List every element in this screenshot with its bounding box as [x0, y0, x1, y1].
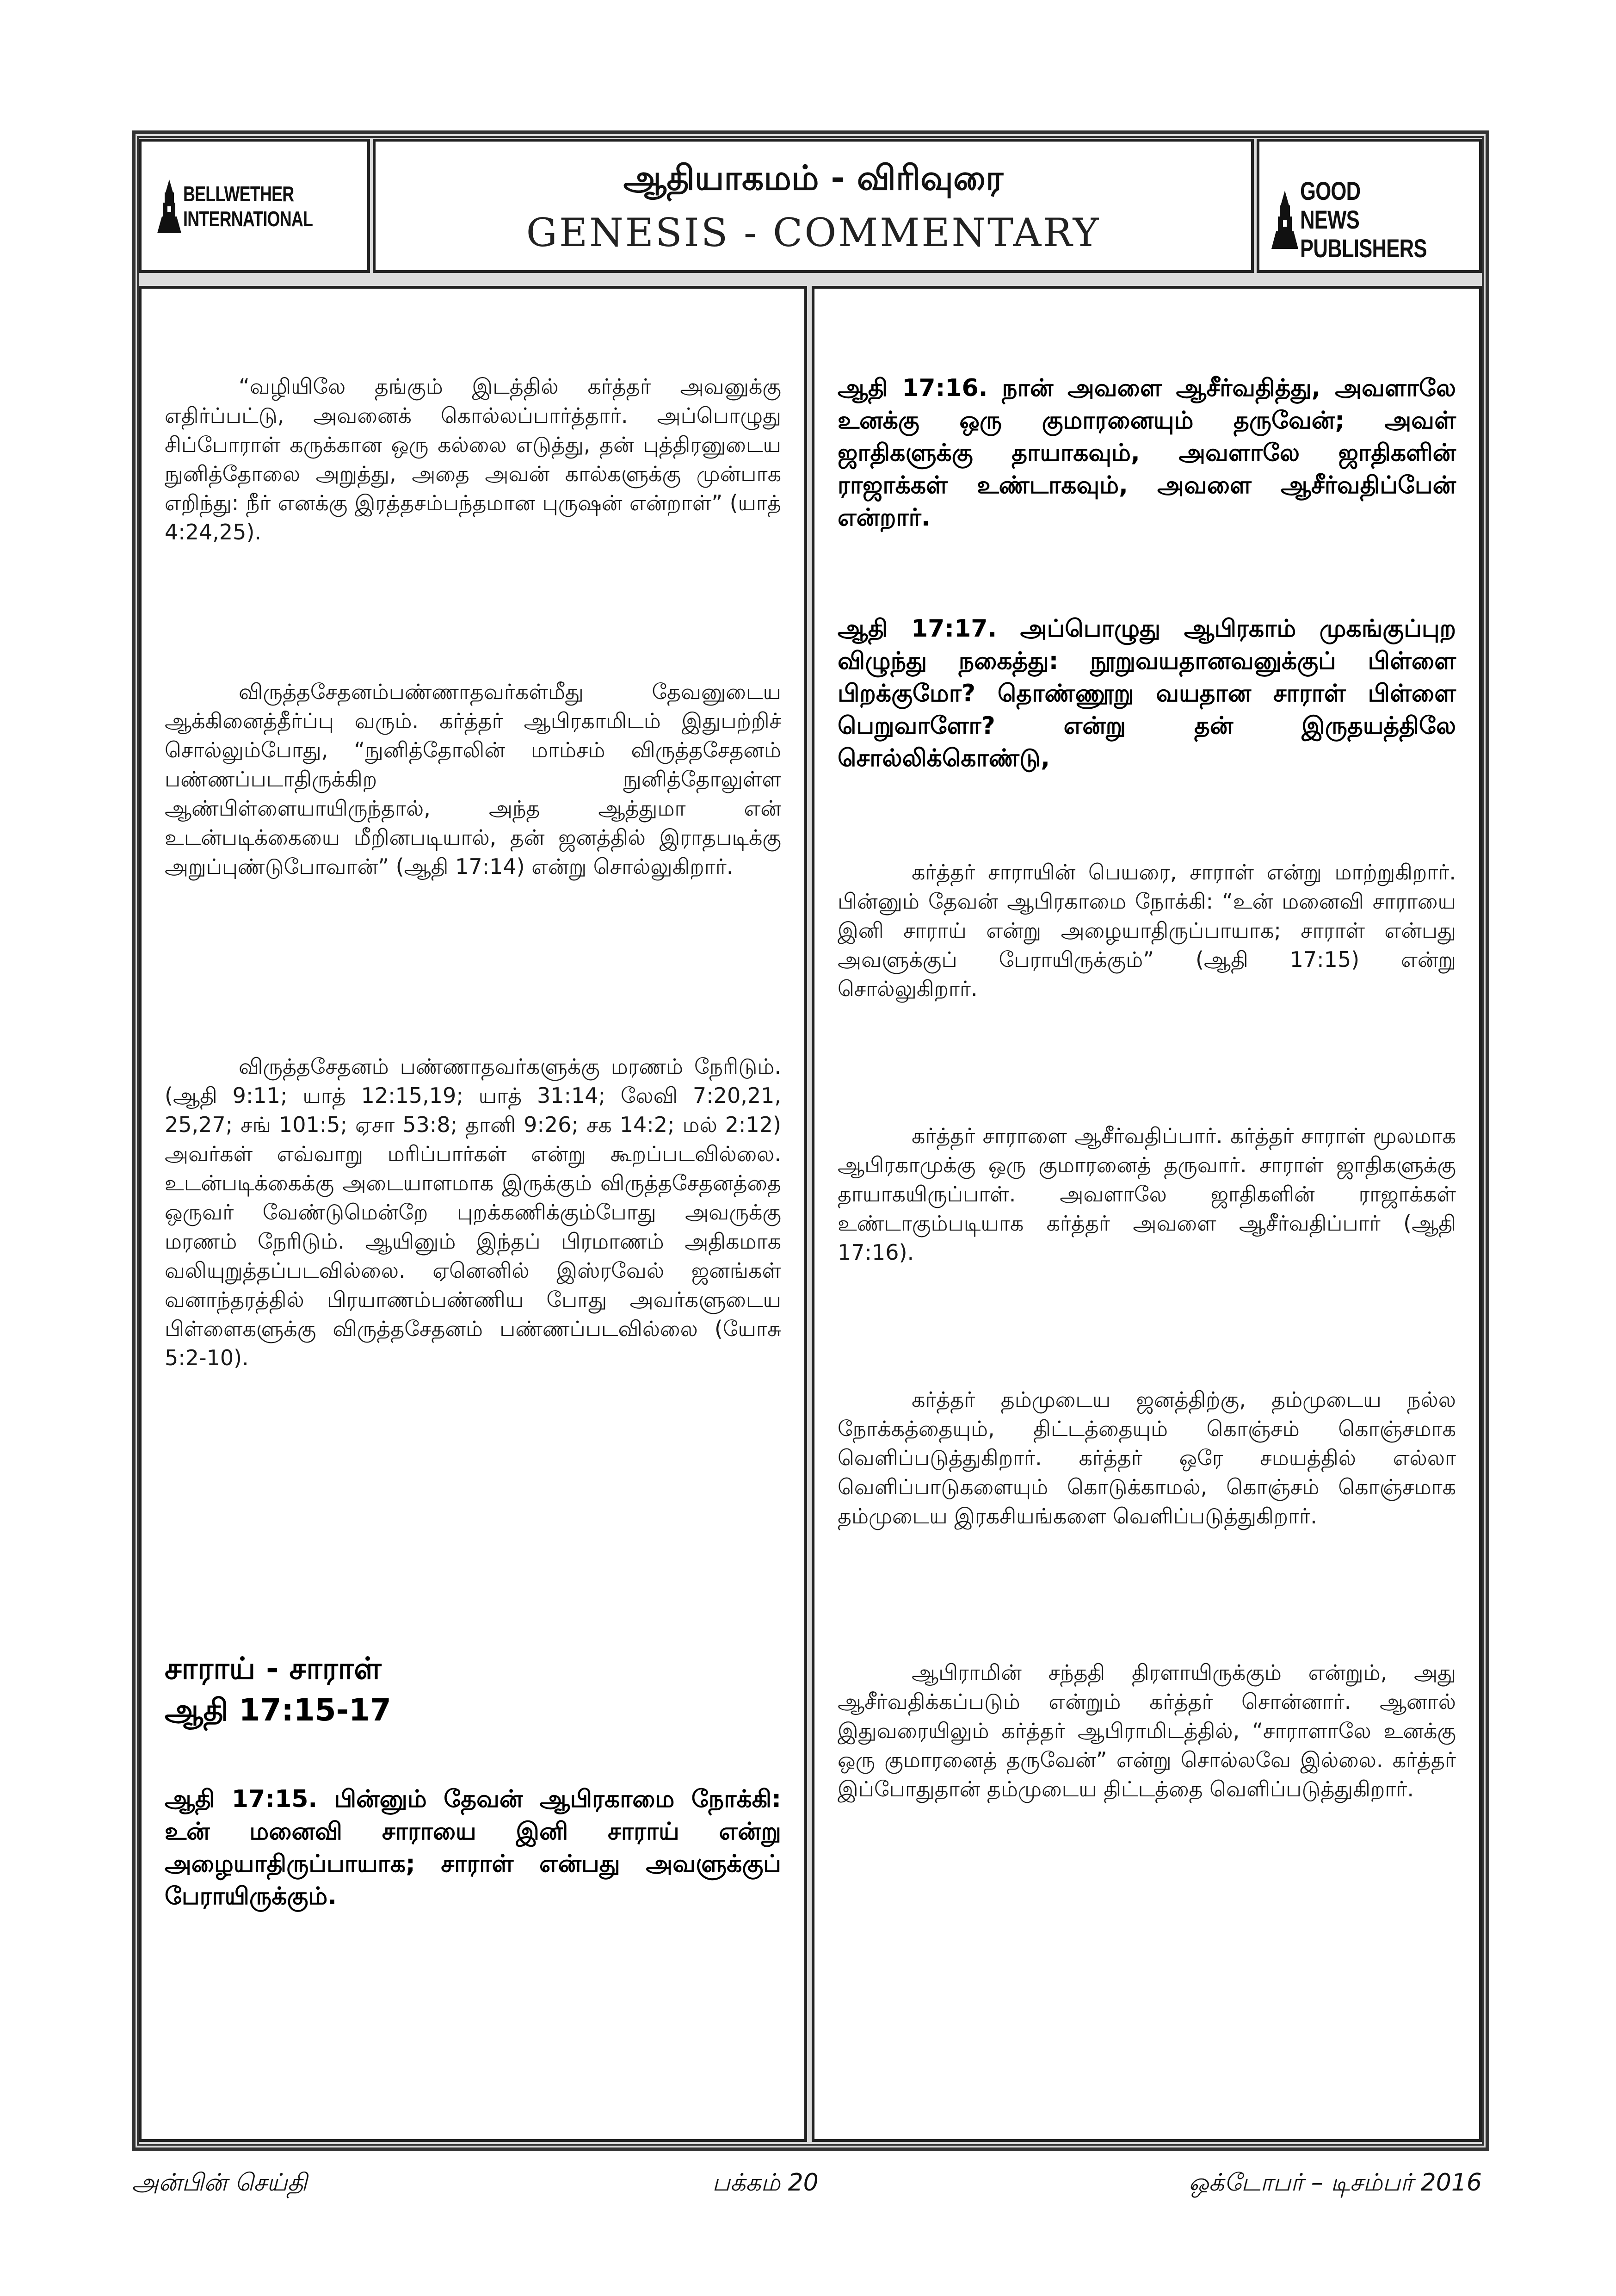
verse-17-17: ஆதி 17:17. அப்பொழுது ஆபிரகாம் முகங்குப்புற விழுந்து நகைத்து: நூறுவயதானவனுக்குப் பிள்ளை பிறக்குமோ? தொண்ணூறு வயதான சாராள் பிள்ளை பெறுவாளோ? என்று தன் இருதயத்திலே சொல்லிக்கொண்டு, — [838, 615, 1456, 772]
footer-magazine-name: அன்பின் செய்தி — [132, 2169, 308, 2197]
bellwether-logo — [155, 179, 317, 234]
title-box — [373, 139, 1254, 273]
left-paragraph-3: விருத்தசேதனம் பண்ணாதவர்களுக்கு மரணம் நேரிடும். (ஆதி 9:11; யாத் 12:15,19; யாத் 31:14; லேவி 7:20,21, 25,27; சங் 101:5; ஏசா 53:8; தானி 9:26; சக 14:2; மல் 2:12) அவர்கள் எவ்வாறு மரிப்பார்கள் என்று கூறப்படவில்லை. உடன்படிக்கைக்கு அடையாளமாக இருக்கும் விருத்தசேதனத்தை ஒருவர் வேண்டுமென்றே புறக்கணிக்கும்போது அவருக்கு மரணம் நேரிடும். ஆயினும் இந்தப் பிரமாணம் அதிகமாக வலியுறுத்தப்படவில்லை. ஏனெனில் இஸ்ரவேல் ஜனங்கள் வனாந்தரத்தில் பிரயாணம்பண்ணிய போது அவர்களுடைய பிள்ளைகளுக்கு விருத்தசேதனம் பண்ணப்படவில்லை (யோசு 5:2-10). — [165, 1054, 781, 1370]
footer-page-number: பக்கம் 20 — [712, 2169, 819, 2197]
good-news-logo — [1270, 176, 1427, 263]
right-column — [812, 286, 1482, 2142]
good-news-logo-text: GOOD NEWS PUBLISHERS — [1300, 176, 1427, 263]
bell-tower-icon — [155, 179, 183, 234]
section-title: சாராய் - சாராள் — [165, 1651, 382, 1686]
left-column — [139, 286, 807, 2142]
section-reference: ஆதி 17:15-17 — [165, 1692, 391, 1728]
tower-icon — [1270, 190, 1300, 250]
left-paragraph-1: “வழியிலே தங்கும் இடத்தில் கர்த்தர் அவனுக்கு எதிர்ப்பட்டு, அவனைக் கொல்லப்பார்த்தார். அப்பொழுது சிப்போராள் கருக்கான ஒரு கல்லை எடுத்து, தன் புத்திரனுடைய நுனித்தோலை அறுத்து, அதை அவன் கால்களுக்கு முன்பாக எறிந்து: நீர் எனக்கு இரத்தசம்பந்தமான புருஷன் என்றாள்” (யாத் 4:24,25). — [165, 374, 781, 545]
right-logo-box — [1257, 139, 1482, 273]
verse-17-16: ஆதி 17:16. நான் அவளை ஆசீர்வதித்து, அவளாலே உனக்கு ஒரு குமாரனையும் தருவேன்; அவள் ஜாதிகளுக்கு தாயாகவும், அவளாலே ஜாதிகளின் ராஜாக்கள் உண்டாகவும், அவளை ஆசீர்வதிப்பேன் என்றார். — [838, 374, 1456, 532]
right-paragraph-1: கர்த்தர் சாராயின் பெயரை, சாராள் என்று மாற்றுகிறார். பின்னும் தேவன் ஆபிரகாமை நோக்கி: “உன் மனைவி சாராயை இனி சாராய் என்று அழையாதிருப்பாயாக; சாராள் என்பது அவளுக்குப் பேராயிருக்கும்” (ஆதி 17:15) என்று சொல்லுகிறார். — [838, 860, 1456, 1001]
footer-date: ஒக்டோபர் – டிசம்பர் 2016 — [1189, 2169, 1482, 2197]
left-paragraph-2: விருத்தசேதனம்பண்ணாதவர்கள்மீது தேவனுடைய ஆக்கினைத்தீர்ப்பு வரும். கர்த்தர் ஆபிரகாமிடம் இதுபற்றிச் சொல்லும்போது, “நுனித்தோலின் மாம்சம் விருத்தசேதனம் பண்ணப்படாதிருக்கிற நுனித்தோலுள்ள ஆண்பிள்ளையாயிருந்தால், அந்த ஆத்துமா என் உடன்படிக்கையை மீறினபடியால், தன் ஜனத்தில் இராதபடிக்கு அறுப்புண்டுபோவான்” (ஆதி 17:14) என்று சொல்லுகிறார். — [165, 679, 781, 879]
title-tamil: ஆதியாகமம் - விரிவுரை — [623, 158, 1004, 198]
right-paragraph-3: கர்த்தர் தம்முடைய ஜனத்திற்கு, தம்முடைய நல்ல நோக்கத்தையும், திட்டத்தையும் கொஞ்சம் கொஞ்சமாக வெளிப்படுத்துகிறார். கர்த்தர் ஒரே சமயத்தில் எல்லா வெளிப்பாடுகளையும் கொடுக்காமல், கொஞ்சம் கொஞ்சமாக தம்முடைய இரகசியங்களை வெளிப்படுத்துகிறார். — [838, 1387, 1456, 1529]
verse-17-15: ஆதி 17:15. பின்னும் தேவன் ஆபிரகாமை நோக்கி: உன் மனைவி சாராயை இனி சாராய் என்று அழையாதிருப்பாயாக; சாராள் என்பது அவளுக்குப் பேராயிருக்கும். — [165, 1785, 781, 1910]
left-logo-box — [139, 139, 370, 273]
right-paragraph-2: கர்த்தர் சாராளை ஆசீர்வதிப்பார். கர்த்தர் சாராள் மூலமாக ஆபிரகாமுக்கு ஒரு குமாரனைத் தருவார். சாராள் ஜாதிகளுக்கு தாயாகயிருப்பாள். அவளாலே ஜாதிகளின் ராஜாக்கள் உண்டாகும்படியாக கர்த்தர் அவளை ஆசீர்வதிப்பார் (ஆதி 17:16). — [838, 1123, 1456, 1265]
right-paragraph-4: ஆபிராமின் சந்ததி திரளாயிருக்கும் என்றும், அது ஆசீர்வதிக்கப்படும் என்றும் கர்த்தர் சொன்னார். ஆனால் இதுவரையிலும் கர்த்தர் ஆபிராமிடத்தில், “சாராளாலே உனக்கு ஒரு குமாரனைத் தருவேன்” என்று சொல்லவே இல்லை. கர்த்தர் இப்போதுதான் தம்முடைய திட்டத்தை வெளிப்படுத்துகிறார். — [838, 1660, 1456, 1801]
title-english: GENESIS - COMMENTARY — [526, 210, 1101, 255]
bellwether-logo-text: BELLWETHER INTERNATIONAL — [183, 182, 313, 231]
